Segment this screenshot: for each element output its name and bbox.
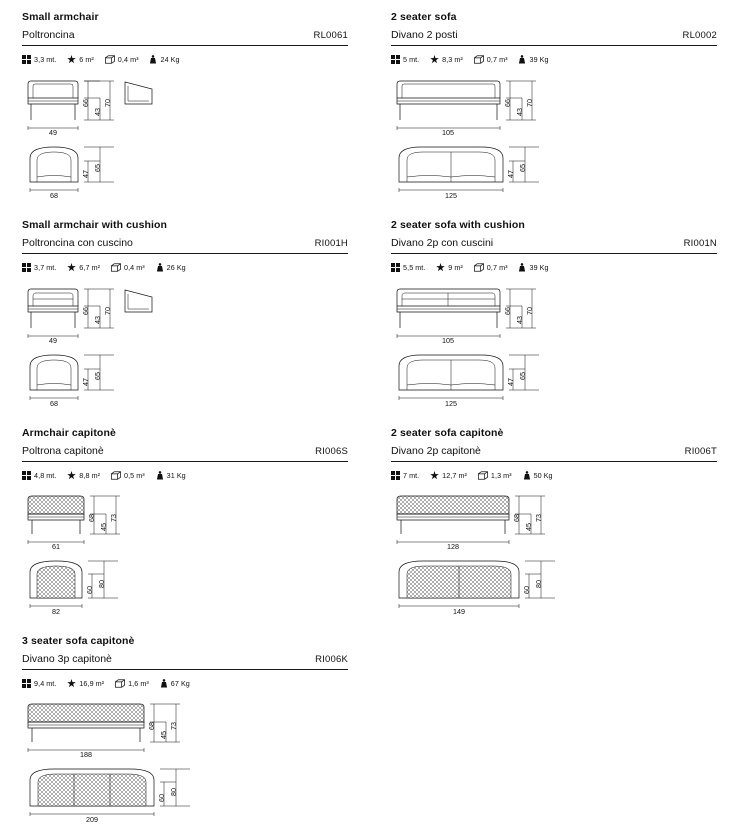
dim-height-seat: 43 — [515, 316, 524, 325]
product-title-en: Small armchair with cushion — [22, 219, 168, 232]
weight-icon — [156, 471, 164, 480]
spec-unit: Kg — [170, 54, 180, 64]
dim-height-back: 66 — [81, 307, 90, 316]
spec-unit: m³ — [136, 262, 145, 272]
spec-weight — [160, 679, 190, 688]
spec-value: 67 — [170, 678, 179, 688]
dim-height-seat: 45 — [159, 731, 168, 740]
spec-area — [430, 471, 467, 480]
spec-unit: mt. — [46, 470, 57, 480]
dim-depth-total: 80 — [169, 788, 178, 797]
spec-unit: m² — [91, 262, 100, 272]
spec-value: 50 — [533, 470, 542, 480]
spec-value: 31 — [166, 470, 175, 480]
technical-drawing — [22, 284, 348, 424]
spec-area — [67, 471, 100, 480]
plan-view — [399, 561, 519, 598]
product-title-row — [22, 238, 348, 255]
dim-depth-total: 65 — [93, 372, 102, 381]
product-title-it: Divano 2 posti — [391, 28, 458, 41]
front-dimensions — [397, 81, 536, 137]
dim-width-front: 188 — [80, 750, 92, 760]
dim-width-plan: 209 — [86, 815, 98, 825]
dim-width-front: 49 — [49, 128, 57, 138]
plan-view — [30, 769, 154, 806]
technical-drawing — [391, 284, 717, 424]
spec-value: 0,4 — [123, 262, 135, 272]
dim-width-plan: 68 — [50, 399, 58, 409]
star-icon — [67, 55, 76, 64]
product-title-it: Poltroncina con cuscino — [22, 236, 133, 249]
dim-depth-total: 80 — [534, 580, 543, 589]
spec-value: 39 — [529, 262, 538, 272]
spec-list — [391, 468, 717, 482]
dim-height-back: 68 — [147, 722, 156, 731]
dim-depth-total: 65 — [518, 164, 527, 173]
dim-height-seat: 43 — [93, 108, 102, 117]
spec-unit: m² — [95, 678, 105, 688]
spec-area — [430, 55, 463, 64]
dim-height-seat: 45 — [524, 523, 533, 532]
weight-icon — [160, 679, 168, 688]
weight-icon — [523, 471, 531, 480]
product-card-2 — [0, 216, 369, 424]
plan-dimensions — [30, 355, 114, 408]
product-title-it: Divano 3p capitonè — [22, 652, 112, 665]
star-icon — [436, 263, 445, 272]
product-card-0 — [0, 8, 369, 216]
box-icon — [111, 263, 121, 272]
star-icon — [430, 471, 439, 480]
package-icon — [22, 471, 31, 480]
spec-value: 5,5 — [403, 262, 414, 272]
spec-value: 3,3 — [34, 54, 45, 64]
spec-value: 6,7 — [79, 262, 90, 272]
spec-unit: Kg — [176, 470, 186, 480]
product-card-3 — [369, 216, 738, 424]
dim-height-seat: 43 — [515, 108, 524, 117]
spec-area — [436, 263, 463, 272]
front-dimensions — [397, 289, 536, 345]
spec-unit: m³ — [499, 54, 508, 64]
spec-weight — [518, 55, 548, 64]
spec-unit: m³ — [130, 54, 139, 64]
front-view — [28, 704, 144, 742]
dim-depth-seat: 47 — [81, 170, 90, 179]
spec-weight — [523, 471, 553, 480]
spec-value: 12,7 — [442, 470, 457, 480]
spec-volume — [115, 679, 149, 688]
spec-list — [22, 260, 348, 274]
empty-cell — [369, 632, 738, 840]
box-icon — [474, 263, 484, 272]
star-icon — [67, 471, 76, 480]
spec-value: 16,9 — [79, 678, 94, 688]
box-icon — [115, 679, 125, 688]
product-title-en: 3 seater sofa capitonè — [22, 635, 135, 648]
spec-area — [67, 679, 104, 688]
spec-value: 0,7 — [486, 262, 498, 272]
dim-depth-seat: 47 — [506, 378, 515, 387]
spec-unit: m² — [454, 262, 463, 272]
weight-icon — [149, 55, 157, 64]
product-title-it: Poltrona capitonè — [22, 444, 104, 457]
spec-unit: mt. — [415, 262, 426, 272]
box-icon — [474, 55, 484, 64]
spec-value: 0,7 — [486, 54, 498, 64]
spec-value: 5 — [403, 54, 408, 64]
package-icon — [22, 679, 31, 688]
spec-value: 39 — [529, 54, 538, 64]
technical-drawing — [22, 76, 348, 216]
dim-height-total: 73 — [534, 514, 543, 523]
spec-unit: m³ — [140, 678, 149, 688]
spec-weight — [156, 263, 186, 272]
spec-value: 8,3 — [442, 54, 453, 64]
plan-view — [399, 147, 503, 182]
package-icon — [22, 263, 31, 272]
spec-list — [22, 676, 348, 690]
technical-drawing — [391, 492, 717, 632]
star-icon — [67, 679, 76, 688]
dim-depth-seat: 60 — [522, 586, 531, 595]
spec-list — [391, 260, 717, 274]
spec-packaging — [391, 55, 419, 64]
dim-width-front: 105 — [442, 128, 454, 138]
product-card-5 — [369, 424, 738, 632]
technical-drawing — [22, 700, 348, 840]
product-card-4 — [0, 424, 369, 632]
front-view — [28, 496, 84, 534]
spec-value: 4,8 — [34, 470, 45, 480]
spec-value: 6 — [79, 54, 84, 64]
product-code: RI001N — [683, 237, 717, 249]
spec-list — [391, 52, 717, 66]
box-icon — [111, 471, 121, 480]
front-view — [28, 289, 78, 328]
dim-height-total: 73 — [169, 722, 178, 731]
spec-packaging — [22, 55, 56, 64]
spec-list — [22, 468, 348, 482]
spec-unit: Kg — [180, 678, 190, 688]
spec-volume — [474, 263, 508, 272]
product-code: RI006S — [315, 445, 348, 457]
spec-unit: m² — [454, 54, 463, 64]
spec-packaging — [391, 263, 425, 272]
product-code: RI006T — [684, 445, 717, 457]
dim-height-total: 70 — [103, 99, 112, 108]
product-title-en: Small armchair — [22, 11, 99, 23]
spec-weight — [149, 55, 179, 64]
product-title-row — [22, 30, 348, 47]
plan-view — [30, 355, 78, 390]
product-title-it: Divano 2p con cuscini — [391, 236, 494, 249]
spec-weight — [156, 471, 186, 480]
dim-height-back: 66 — [81, 99, 90, 108]
dim-width-front: 49 — [49, 336, 57, 346]
box-icon — [105, 55, 115, 64]
weight-icon — [518, 55, 526, 64]
dim-depth-seat: 47 — [506, 170, 515, 179]
front-view — [28, 81, 78, 120]
box-icon — [478, 471, 488, 480]
spec-packaging — [22, 679, 56, 688]
technical-drawing — [391, 76, 717, 216]
plan-dimensions — [399, 147, 539, 200]
product-title-row — [391, 238, 717, 255]
spec-unit: m² — [85, 54, 94, 64]
dim-height-back: 68 — [512, 514, 521, 523]
spec-value: 24 — [160, 54, 169, 64]
product-title-row — [22, 654, 348, 671]
spec-volume — [111, 471, 145, 480]
plan-view — [30, 147, 78, 182]
product-code: RL0002 — [682, 29, 717, 41]
dim-width-plan: 125 — [445, 191, 457, 201]
spec-value: 8,8 — [79, 470, 90, 480]
front-dimensions — [28, 289, 114, 345]
front-view — [397, 496, 509, 534]
plan-view — [399, 355, 503, 390]
spec-value: 9,4 — [34, 678, 45, 688]
star-icon — [67, 263, 76, 272]
front-view — [397, 81, 500, 120]
spec-value: 9 — [448, 262, 453, 272]
spec-unit: m³ — [499, 262, 508, 272]
spec-volume — [474, 55, 508, 64]
dim-depth-total: 80 — [97, 580, 106, 589]
spec-unit: m³ — [503, 470, 512, 480]
dim-width-front: 128 — [447, 542, 459, 552]
product-grid — [0, 8, 738, 840]
star-icon — [430, 55, 439, 64]
dim-width-plan: 125 — [445, 399, 457, 409]
spec-list — [22, 52, 348, 66]
dim-height-total: 73 — [109, 514, 118, 523]
weight-icon — [156, 263, 164, 272]
product-title-row — [391, 30, 717, 47]
spec-value: 1,6 — [128, 678, 139, 688]
product-title-it: Poltroncina — [22, 28, 75, 41]
dim-width-plan: 149 — [453, 607, 465, 617]
spec-value: 26 — [166, 262, 175, 272]
plan-dimensions — [30, 147, 114, 200]
spec-area — [67, 55, 94, 64]
spec-unit: m³ — [136, 470, 145, 480]
dim-depth-seat: 47 — [81, 378, 90, 387]
dim-width-front: 61 — [52, 542, 60, 552]
spec-unit: m² — [458, 470, 467, 480]
package-icon — [391, 55, 400, 64]
weight-icon — [518, 263, 526, 272]
spec-value: 0,5 — [123, 470, 135, 480]
product-code: RI006K — [315, 653, 348, 665]
spec-unit: mt. — [46, 54, 57, 64]
spec-unit: mt. — [46, 678, 57, 688]
plan-dimensions — [399, 355, 539, 408]
product-code: RI001H — [314, 237, 348, 249]
spec-unit: m² — [91, 470, 100, 480]
dim-width-plan: 82 — [52, 607, 60, 617]
dim-depth-seat: 60 — [85, 586, 94, 595]
product-code: RL0061 — [313, 29, 348, 41]
spec-unit: Kg — [539, 54, 549, 64]
side-view — [125, 290, 152, 312]
product-card-1 — [369, 8, 738, 216]
spec-unit: mt. — [46, 262, 57, 272]
dim-width-front: 105 — [442, 336, 454, 346]
spec-area — [67, 263, 100, 272]
dim-height-total: 70 — [525, 99, 534, 108]
dim-depth-seat: 60 — [157, 794, 166, 803]
dim-height-back: 66 — [503, 99, 512, 108]
spec-value: 1,3 — [490, 470, 502, 480]
dim-height-back: 66 — [503, 307, 512, 316]
technical-drawing — [22, 492, 348, 632]
spec-value: 3,7 — [34, 262, 45, 272]
spec-unit: mt. — [409, 54, 420, 64]
spec-packaging — [22, 471, 56, 480]
product-title-en: 2 seater sofa capitonè — [391, 427, 504, 440]
spec-value: 7 — [403, 470, 408, 480]
dim-depth-total: 65 — [518, 372, 527, 381]
product-title-row — [391, 446, 717, 463]
side-view — [125, 82, 152, 104]
product-title-en: 2 seater sofa with cushion — [391, 219, 525, 232]
product-title-en: 2 seater sofa — [391, 11, 457, 23]
spec-unit: Kg — [176, 262, 186, 272]
spec-weight — [518, 263, 548, 272]
product-card-6 — [0, 632, 369, 840]
spec-volume — [111, 263, 145, 272]
product-title-en: Armchair capitonè — [22, 427, 116, 440]
front-dimensions — [28, 81, 114, 137]
spec-unit: Kg — [543, 470, 553, 480]
spec-packaging — [391, 471, 419, 480]
dim-width-plan: 68 — [50, 191, 58, 201]
package-icon — [391, 471, 400, 480]
front-view — [397, 289, 500, 328]
dim-height-total: 70 — [525, 307, 534, 316]
spec-volume — [478, 471, 512, 480]
dim-height-back: 68 — [87, 514, 96, 523]
product-title-row — [22, 446, 348, 463]
spec-value: 0,4 — [117, 54, 129, 64]
plan-view — [30, 561, 82, 598]
dim-height-total: 70 — [103, 307, 112, 316]
dim-height-seat: 43 — [93, 316, 102, 325]
package-icon — [22, 55, 31, 64]
package-icon — [391, 263, 400, 272]
dim-height-seat: 45 — [99, 523, 108, 532]
product-title-it: Divano 2p capitonè — [391, 444, 481, 457]
spec-volume — [105, 55, 139, 64]
spec-packaging — [22, 263, 56, 272]
spec-unit: mt. — [409, 470, 420, 480]
spec-unit: Kg — [539, 262, 549, 272]
dim-depth-total: 65 — [93, 164, 102, 173]
